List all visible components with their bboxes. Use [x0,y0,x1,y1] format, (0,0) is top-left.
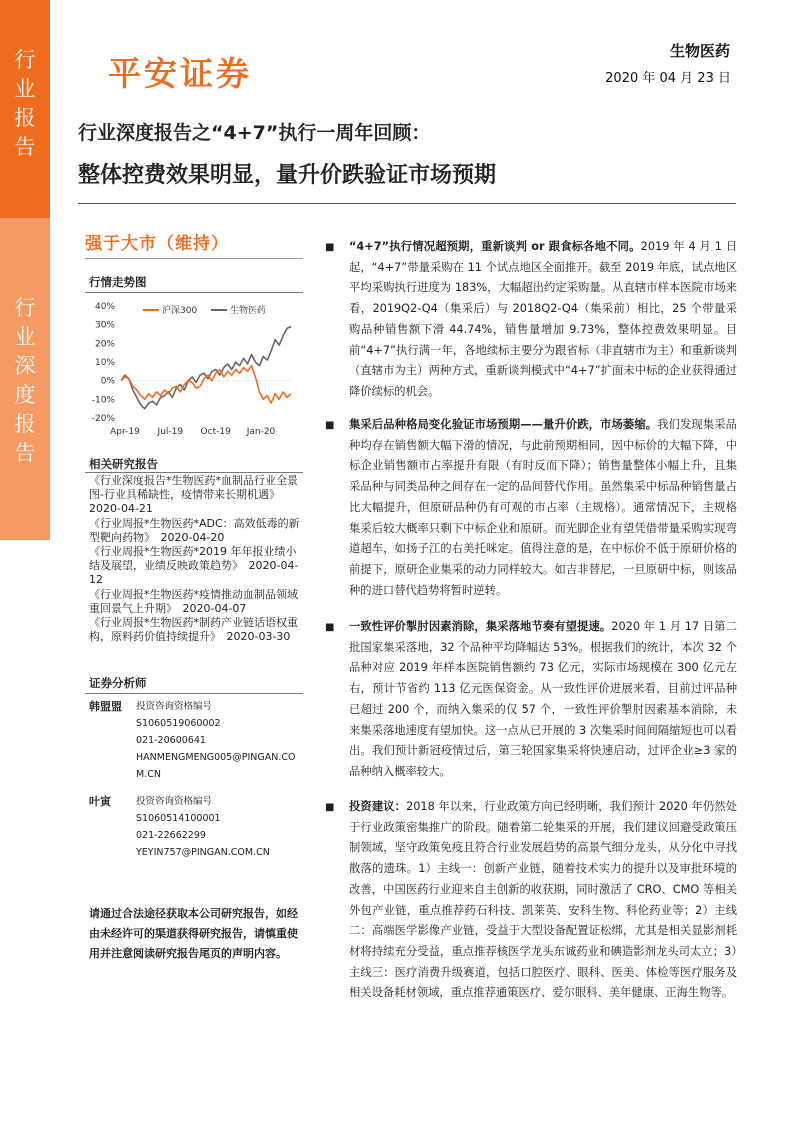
x-tick-label: Jul-19 [157,427,184,437]
market-trend-chart [85,296,305,442]
rating-divider [85,258,303,259]
y-tick-label: 40% [94,302,115,312]
analyst-email[interactable]: HANMENGMENG005@PINGAN.COM.CN [136,752,296,780]
related-reports-divider [85,472,303,473]
bullet-icon: ■ [325,242,335,253]
company-logo: 平安证券 [108,54,252,93]
summary-paragraph [325,797,737,1004]
paragraph-lead: “4+7”执行情况超预期，重新谈判 or 跟食标各地不同。 [349,240,641,253]
sector-label: 生物医药 [669,42,730,60]
tag-char: 报 [14,412,36,436]
bullet-icon: ■ [325,420,335,431]
tag-char: 告 [14,441,36,465]
analyst-card [89,698,304,788]
analyst-cert-label: 投资咨询资格编号 [136,701,213,712]
tag-char: 报 [14,106,36,130]
y-tick-label: 20% [94,339,115,350]
summary-paragraph [325,237,737,403]
report-item[interactable]: 《行业周报*生物医药*制药产业链话语权重构，原料药价值持续提升》 2020-03-30 [89,616,298,644]
related-reports-heading: 相关研究报告 [89,457,158,471]
report-item[interactable]: 《行业周报*生物医药*ADC：高效低毒的新型靶向药物》 2020-04-20 [89,516,300,544]
analyst-card [89,793,304,873]
analyst-phone: 021-20600641 [136,735,206,746]
report-title-line1: 行业深度报告之“4+7”执行一周年回顾： [78,122,431,144]
x-tick-label: Apr-19 [110,427,140,437]
paragraph-text: 2019 年 4 月 1 日起，“4+7”带量采购在 11 个试点地区全面推开。截至 2019 年底，试点地区平均采购执行进度为 183%，大幅超出约定采购量。从直辖市样本医院市场来看，2019Q2-Q4（集采后）与 2018Q2-Q4（集采前）相比，25 个带量采购品种销售额下滑 44.74%，销售量增加 9.73%，整体控费效果明显。目前“4+7”执行满一年，各地续标主要分为跟省标（非直辖市为主）和重新谈判（直辖市为主）两种方式，重新谈判模式中“4+7”扩面未中标的企业获得通过降价续标的机会。 [349,240,737,398]
analysts-divider [85,693,303,694]
paragraph-text: 2020 年 1 月 17 日第二批国家集采落地，32 个品种平均降幅达 53%。根据我们的统计，本次 32 个品种对应 2019 年样本医院销售额约 73 亿元，实际市场规模在 300 亿元左右，预计节省约 113 亿元医保资金。从一致性评价进展来看，目前过评品种已超过 200 个，而纳入集采的仅 57 个，一致性评价掣肘因素基本消除，未来集采落地速度有望加快。这一点从已开展的 3 次集采时间间隔缩短也可以看出。我们预计新冠疫情过后，第三轮国家集采将快速启动，过评企业≥3 家的品种纳入概率较大。 [349,620,737,778]
report-type-tag [0,0,50,218]
summary-paragraph [325,415,737,601]
disclaimer: 请通过合法途径获取本公司研究报告，如经由未经许可的渠道获得研究报告，请慎重使用并注意阅读研究报告尾页的声明内容。 [89,907,298,960]
summary-paragraph [325,617,737,783]
bullet-icon: ■ [325,622,335,633]
x-tick-label: Oct-19 [200,427,231,437]
report-item[interactable]: 《行业深度报告*生物医药*血制品行业全景图-行业具稀缺性，疫情带来长期机遇》 2020-04-21 [89,474,298,516]
y-tick-label: -20% [91,414,115,424]
legend-label: 沪深300 [162,306,198,316]
analyst-cert-number: S1060519060002 [136,718,221,729]
analyst-name: 韩盟盟 [89,700,122,713]
chart-x-axis [110,381,291,437]
report-subtype-tag [0,218,50,540]
report-item[interactable]: 《行业周报*生物医药*疫情推动血制品领域重回景气上升期》 2020-04-07 [89,587,298,615]
tag-char: 行 [14,296,36,320]
report-date: 2020 年 04 月 23 日 [605,71,731,86]
chart-y-axis [92,302,116,424]
tag-char: 度 [14,383,36,407]
y-tick-label: 0% [100,376,115,387]
report-item[interactable]: 《行业周报*生物医药*2019 年年报业绩小结及展望，业绩反映政策趋势》 2020-04-12 [89,545,299,587]
chart-lines [121,327,291,409]
bullet-icon: ■ [325,802,335,813]
paragraph-lead: 集采后品种格局变化验证市场预期——量升价跌，市场萎缩。 [349,418,658,431]
tag-char: 行 [14,48,36,72]
paragraph-text: 我们发现集采品种均存在销售额大幅下滑的情况，与此前预期相同，因中标价的大幅下降，中标企业销售额市占率提升有限（有时反而下降）；销售量整体小幅上升，且集采品种与同类品种之间存在一定的品间替代作用。虽然集采中标品种销售量占比大幅提升，但原研品种仍有可观的市占率（主规格）。通常情况下，主规格集采后较大概率只剩下中标企业和原研。而光脚企业有望凭借带量采购实现弯道超车，如扬子江的右美托咪定。值得注意的是，在中标价不低于原研价格的前提下，原研企业集采的动力同样较大。如吉非替尼，一旦原研中标，则该品种的进口替代趋势将暂时逆转。 [349,418,737,597]
title-divider [78,203,736,204]
tag-char: 业 [14,77,36,101]
analyst-cert-number: S1060514100001 [136,813,221,824]
y-tick-label: 30% [94,320,115,331]
rating-label: 强于大市（维持） [85,234,229,254]
chart-legend [143,304,266,316]
paragraph-lead: 一致性评价掣肘因素消除，集采落地节奏有望提速。 [349,620,612,633]
related-reports-list [89,474,304,644]
paragraph-text: 2018 年以来，行业政策方向已经明晰，我们预计 2020 年仍然处于行业政策密集推广的阶段。随着第二轮集采的开展，我们建议回避受政策压制领域，坚守政策免疫且符合行业发展趋势的高景气细分龙头，从分化中寻找散落的遗珠。1）主线一：创新产业链，随着技术实力的提升以及审批环境的改善，中国医药行业迎来自主创新的收获期，同时激活了 CRO、CMO 等相关外包产业链，重点推荐药石科技、凯莱英、安科生物、科伦药业等；2）主线二：高端医学影像产业链，受益于大型设备配置证松绑，尤其是相关显影剂耗材将持续充分受益，重点推荐核医学龙头东诚药业和碘造影剂龙头司太立；3）主线三：医疗消费升级赛道，包括口腔医疗、眼科、医美、体检等医疗服务及相关设备耗材领域，重点推荐通策医疗、爱尔眼科、美年健康、正海生物等。 [349,800,737,1000]
tag-char: 告 [14,135,36,159]
y-tick-label: 10% [94,358,115,368]
analysts-heading: 证券分析师 [89,676,147,690]
tag-char: 深 [14,354,36,378]
paragraph-lead: 投资建议： [349,800,407,813]
y-tick-label: -10% [91,395,115,406]
report-title-line2: 整体控费效果明显，量升价跌验证市场预期 [78,163,497,188]
chart-heading-divider [85,292,303,293]
chart-heading: 行情走势图 [89,275,147,289]
analyst-phone: 021-22662299 [136,830,206,841]
x-tick-label: Jan-20 [246,427,276,437]
analyst-email[interactable]: YEYIN757@PINGAN.COM.CN [136,847,270,858]
legend-label: 生物医药 [230,306,267,316]
analyst-name: 叶寅 [89,795,111,808]
series-line-csi300 [121,366,291,403]
analyst-cert-label: 投资咨询资格编号 [136,796,213,807]
tag-char: 业 [14,325,36,349]
